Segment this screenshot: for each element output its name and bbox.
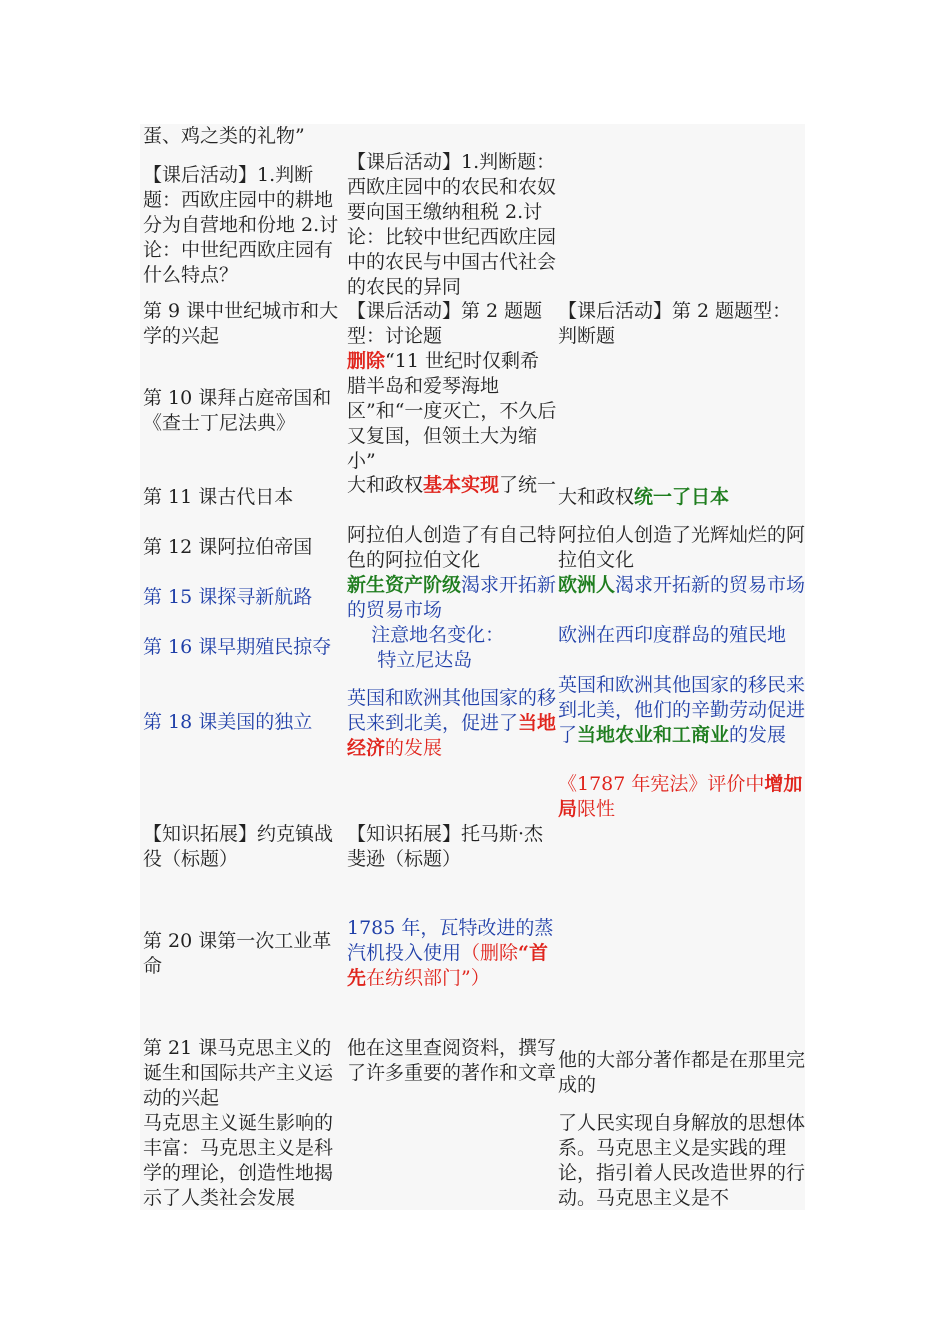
text-segment: 第 11 课古代日本 (143, 486, 294, 508)
row-6-col-2 (347, 573, 557, 623)
row-9-col-1 (143, 822, 348, 872)
text-segment: 注意地名变化： 特立尼达岛 (371, 624, 505, 671)
text-segment: 第 16 课早期殖民掠夺 (143, 636, 332, 658)
row-10-col-1 (143, 929, 348, 979)
text-segment: 【课后活动】第 2 题题型：讨论题 (347, 300, 543, 347)
text-segment: 阿拉伯人创造了光辉灿烂的阿拉伯文化 (558, 524, 806, 571)
row-5-col-2 (347, 523, 557, 573)
text-segment: 第 12 课阿拉伯帝国 (143, 536, 313, 558)
row-2-col-1 (143, 299, 348, 349)
text-segment: 蛋、鸡之类的礼物” (143, 125, 305, 147)
text-segment: 限性 (577, 798, 616, 820)
row-5-col-1 (143, 535, 348, 560)
row-11-col-1 (143, 1036, 348, 1111)
text-segment: “首先 (347, 942, 548, 989)
text-segment: 马克思主义诞生影响的丰富：马克思主义是科学的理论，创造性地揭示了人类社会发展 (143, 1112, 334, 1209)
text-segment: 第 10 课拜占庭帝国和《查士丁尼法典》 (143, 387, 332, 434)
document-page (140, 124, 805, 1210)
row-11-col-3 (558, 1048, 806, 1098)
text-segment: 英国和欧洲其他国家的移民来到北美，他们的辛勤劳动促进了 (558, 674, 806, 746)
row-9-col-2 (347, 822, 557, 872)
text-segment: 阿拉伯人创造了有自己特色的阿拉伯文化 (347, 524, 557, 571)
row-6-col-3 (558, 573, 806, 598)
row-1-col-1 (143, 163, 348, 288)
text-segment: 增加局 (558, 773, 803, 820)
text-segment: 的发展 (729, 724, 787, 746)
text-segment: 当地经济 (347, 712, 557, 759)
row-5-col-3 (558, 523, 806, 573)
text-segment: 统一了日本 (634, 486, 730, 508)
row-10-col-2 (347, 916, 557, 991)
text-segment: 当地农业和工商业 (577, 724, 730, 746)
text-segment: 英国和欧洲其他国家的移民来到北美，促进了 (347, 687, 557, 734)
text-segment: 他的大部分著作都是在那里完成的 (558, 1049, 806, 1096)
row-8-col-3-note (558, 772, 806, 822)
text-segment: 【课后活动】第 2 题题型：判断题 (558, 300, 792, 347)
text-segment: 欧洲人 (558, 574, 616, 596)
text-segment: “11 世纪时仅剩希腊半岛和爱琴海地区”和“一度灭亡，不久后又复国，但领土大为缩小” (347, 350, 557, 472)
row-4-col-2 (347, 473, 557, 498)
row-2-col-2 (347, 299, 557, 349)
text-segment: 1785 年，瓦特改进的蒸汽机投入使用 (347, 917, 554, 964)
row-8-col-3 (558, 673, 806, 748)
text-segment: 了人民实现自身解放的思想体系。马克思主义是实践的理论，指引着人民改造世界的行动。马克思主义是不 (558, 1112, 806, 1209)
row-11-col-2 (347, 1036, 557, 1086)
row-8-col-1 (143, 710, 348, 735)
text-segment: 第 20 课第一次工业革命 (143, 930, 332, 977)
row-4-col-3 (558, 485, 806, 510)
text-segment: 第 18 课美国的独立 (143, 711, 313, 733)
text-segment: 【课后活动】1.判断题：西欧庄园中的农民和农奴要向国王缴纳租税 2.讨论：比较中世纪西欧庄园中的农民与中国古代社会的农民的异同 (347, 151, 557, 298)
text-segment: 删除 (347, 350, 386, 372)
text-segment: 【课后活动】1.判断题：西欧庄园中的耕地分为自营地和份地 2.讨论：中世纪西欧庄园有什么特点？ (143, 164, 339, 286)
text-segment: 新生资产阶级 (347, 574, 462, 596)
row-3-col-2 (347, 349, 557, 474)
row-6-col-1 (143, 585, 348, 610)
text-segment: 第 9 课中世纪城市和大学的兴起 (143, 300, 339, 347)
text-segment: 第 15 课探寻新航路 (143, 586, 313, 608)
row-7-col-2 (347, 623, 557, 673)
row-3-col-1 (143, 386, 348, 436)
text-segment: 基本实现 (423, 474, 500, 496)
text-segment: 在纺织部门”） (366, 967, 490, 989)
text-segment: 欧洲在西印度群岛的殖民地 (558, 624, 787, 646)
text-segment: 大和政权 (347, 474, 424, 496)
text-segment: （删除 (461, 942, 519, 964)
text-segment: 渴求开拓新的贸易市场 (615, 574, 806, 596)
row-8-col-2 (347, 686, 557, 761)
text-segment: 了统一 (499, 474, 557, 496)
text-segment: 第 21 课马克思主义的诞生和国际共产主义运动的兴起 (143, 1037, 334, 1109)
row-4-col-1 (143, 485, 348, 510)
row-2-col-3 (558, 299, 806, 349)
text-segment: 他在这里查阅资料，撰写了许多重要的著作和文章 (347, 1037, 557, 1084)
row-7-col-3 (558, 623, 806, 648)
text-segment: 的发展 (385, 737, 443, 759)
row-12-col-1 (143, 1111, 348, 1211)
row-1-col-2 (347, 150, 557, 300)
text-segment: 大和政权 (558, 486, 635, 508)
row-12-col-3 (558, 1111, 806, 1211)
text-segment: 【知识拓展】约克镇战役（标题） (143, 823, 334, 870)
row-7-col-1 (143, 635, 348, 660)
text-segment: 渴求开拓新的贸易市场 (347, 574, 557, 621)
text-segment: 【知识拓展】托马斯·杰斐逊（标题） (347, 823, 544, 870)
row-0-col-1 (143, 124, 348, 149)
text-segment: 《1787 年宪法》评价中 (558, 773, 765, 795)
